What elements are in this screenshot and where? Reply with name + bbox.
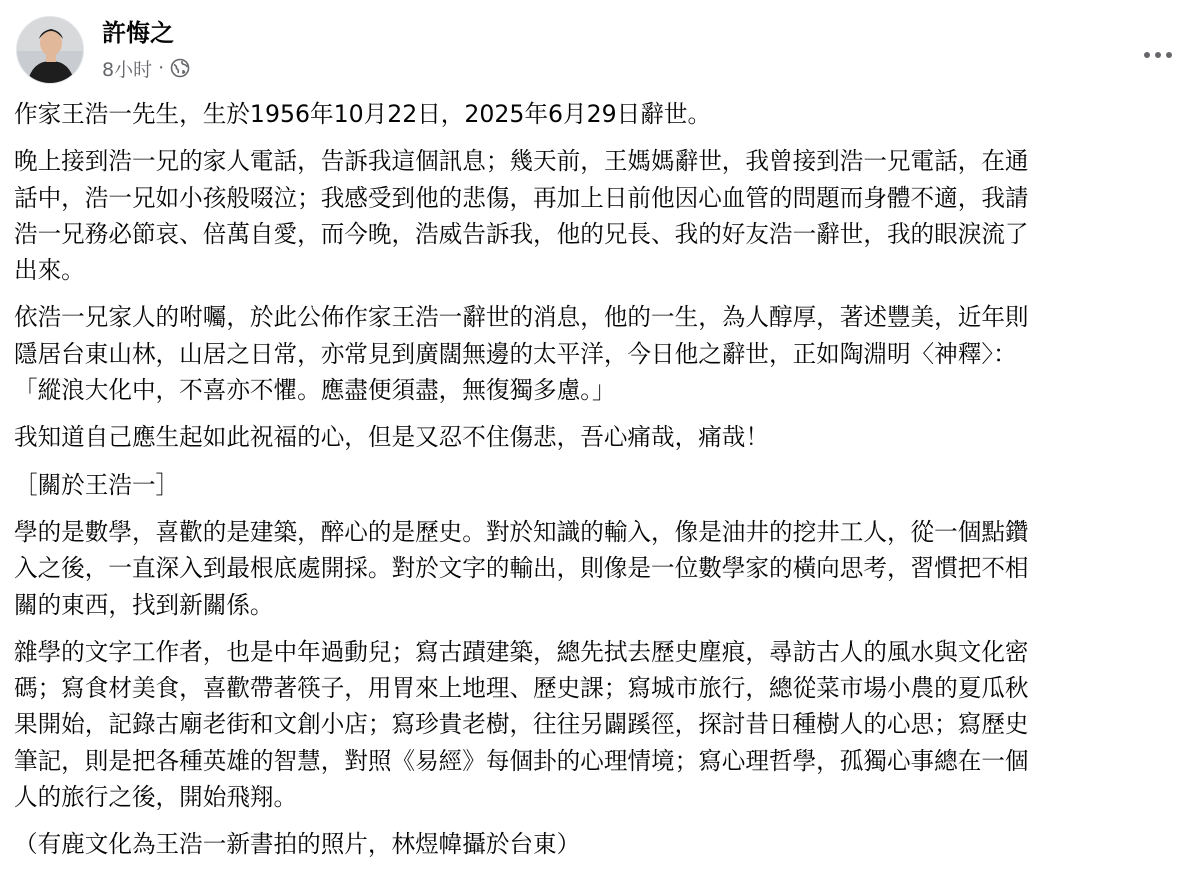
post-paragraph: 學的是數學，喜歡的是建築，醉心的是歷史。對於知識的輸入，像是油井的挖井工人，從一個點鑽 入之後，一直深入到最根底處開採。對於文字的輸出，則像是一位數學家的橫向思考，習慣把不相 關的東西，找到新關係。 <box>14 517 1029 619</box>
more-options-icon[interactable] <box>1136 40 1180 70</box>
post-body <box>14 96 1186 874</box>
post-meta <box>102 54 190 82</box>
meta-separator: · <box>158 57 165 79</box>
post-paragraph: 雜學的文字工作者，也是中年過動兒；寫古蹟建築，總先拭去歷史塵痕，尋訪古人的風水與文化密 碼；寫食材美食，喜歡帶著筷子，用胃來上地理、歷史課；寫城市旅行，總從菜市場小農的夏瓜秋 果開始，記錄古廟老街和文創小店；寫珍貴老樹，往往另闢蹊徑，探討昔日種樹人的心思；寫歷史 筆記，則是把各種英雄的智慧，對照《易經》每個卦的心理情境；寫心理哲學，孤獨心事總在一個 人的旅行之後，開始飛翔。 <box>14 637 1029 812</box>
avatar-photo <box>17 17 84 84</box>
author-avatar[interactable] <box>16 16 84 84</box>
post-timestamp[interactable]: 8小时 <box>102 58 153 81</box>
post-paragraph: 我知道自己應生起如此祝福的心，但是又忍不住傷悲，吾心痛哉，痛哉！ <box>14 423 769 452</box>
post-header <box>12 10 1188 90</box>
more-dot <box>1155 52 1161 58</box>
post-paragraph: 晚上接到浩一兄的家人電話，告訴我這個訊息；幾天前，王媽媽辭世，我曾接到浩一兄電話，在通 話中，浩一兄如小孩般啜泣；我感受到他的悲傷，再加上日前他因心血管的問題而身體不適，我請 浩一兄務必節哀、倍萬自愛，而今晚，浩威告訴我，他的兄長、我的好友浩一辭世，我的眼淚流了 出來。 <box>14 147 1029 285</box>
post-paragraph: ［關於王浩一］ <box>14 470 180 499</box>
more-dot <box>1144 52 1150 58</box>
author-name[interactable]: 許悔之 <box>102 19 174 47</box>
post-paragraph: 作家王浩一先生，生於1956年10月22日，2025年6月29日辭世。 <box>14 100 712 128</box>
globe-icon[interactable] <box>170 58 190 78</box>
more-dot <box>1166 52 1172 58</box>
post-paragraph: 依浩一兄家人的咐囑，於此公佈作家王浩一辭世的消息，他的一生，為人醇厚，著述豐美，近年則 隱居台東山林，山居之日常，亦常見到廣闊無邊的太平洋，今日他之辭世，正如陶淵明〈神釋〉： 「縱浪大化中，不喜亦不懼。應盡便須盡，無復獨多慮。」 <box>14 303 1029 405</box>
post-paragraph: （有鹿文化為王浩一新書拍的照片，林煜幃攝於台東） <box>14 830 581 859</box>
